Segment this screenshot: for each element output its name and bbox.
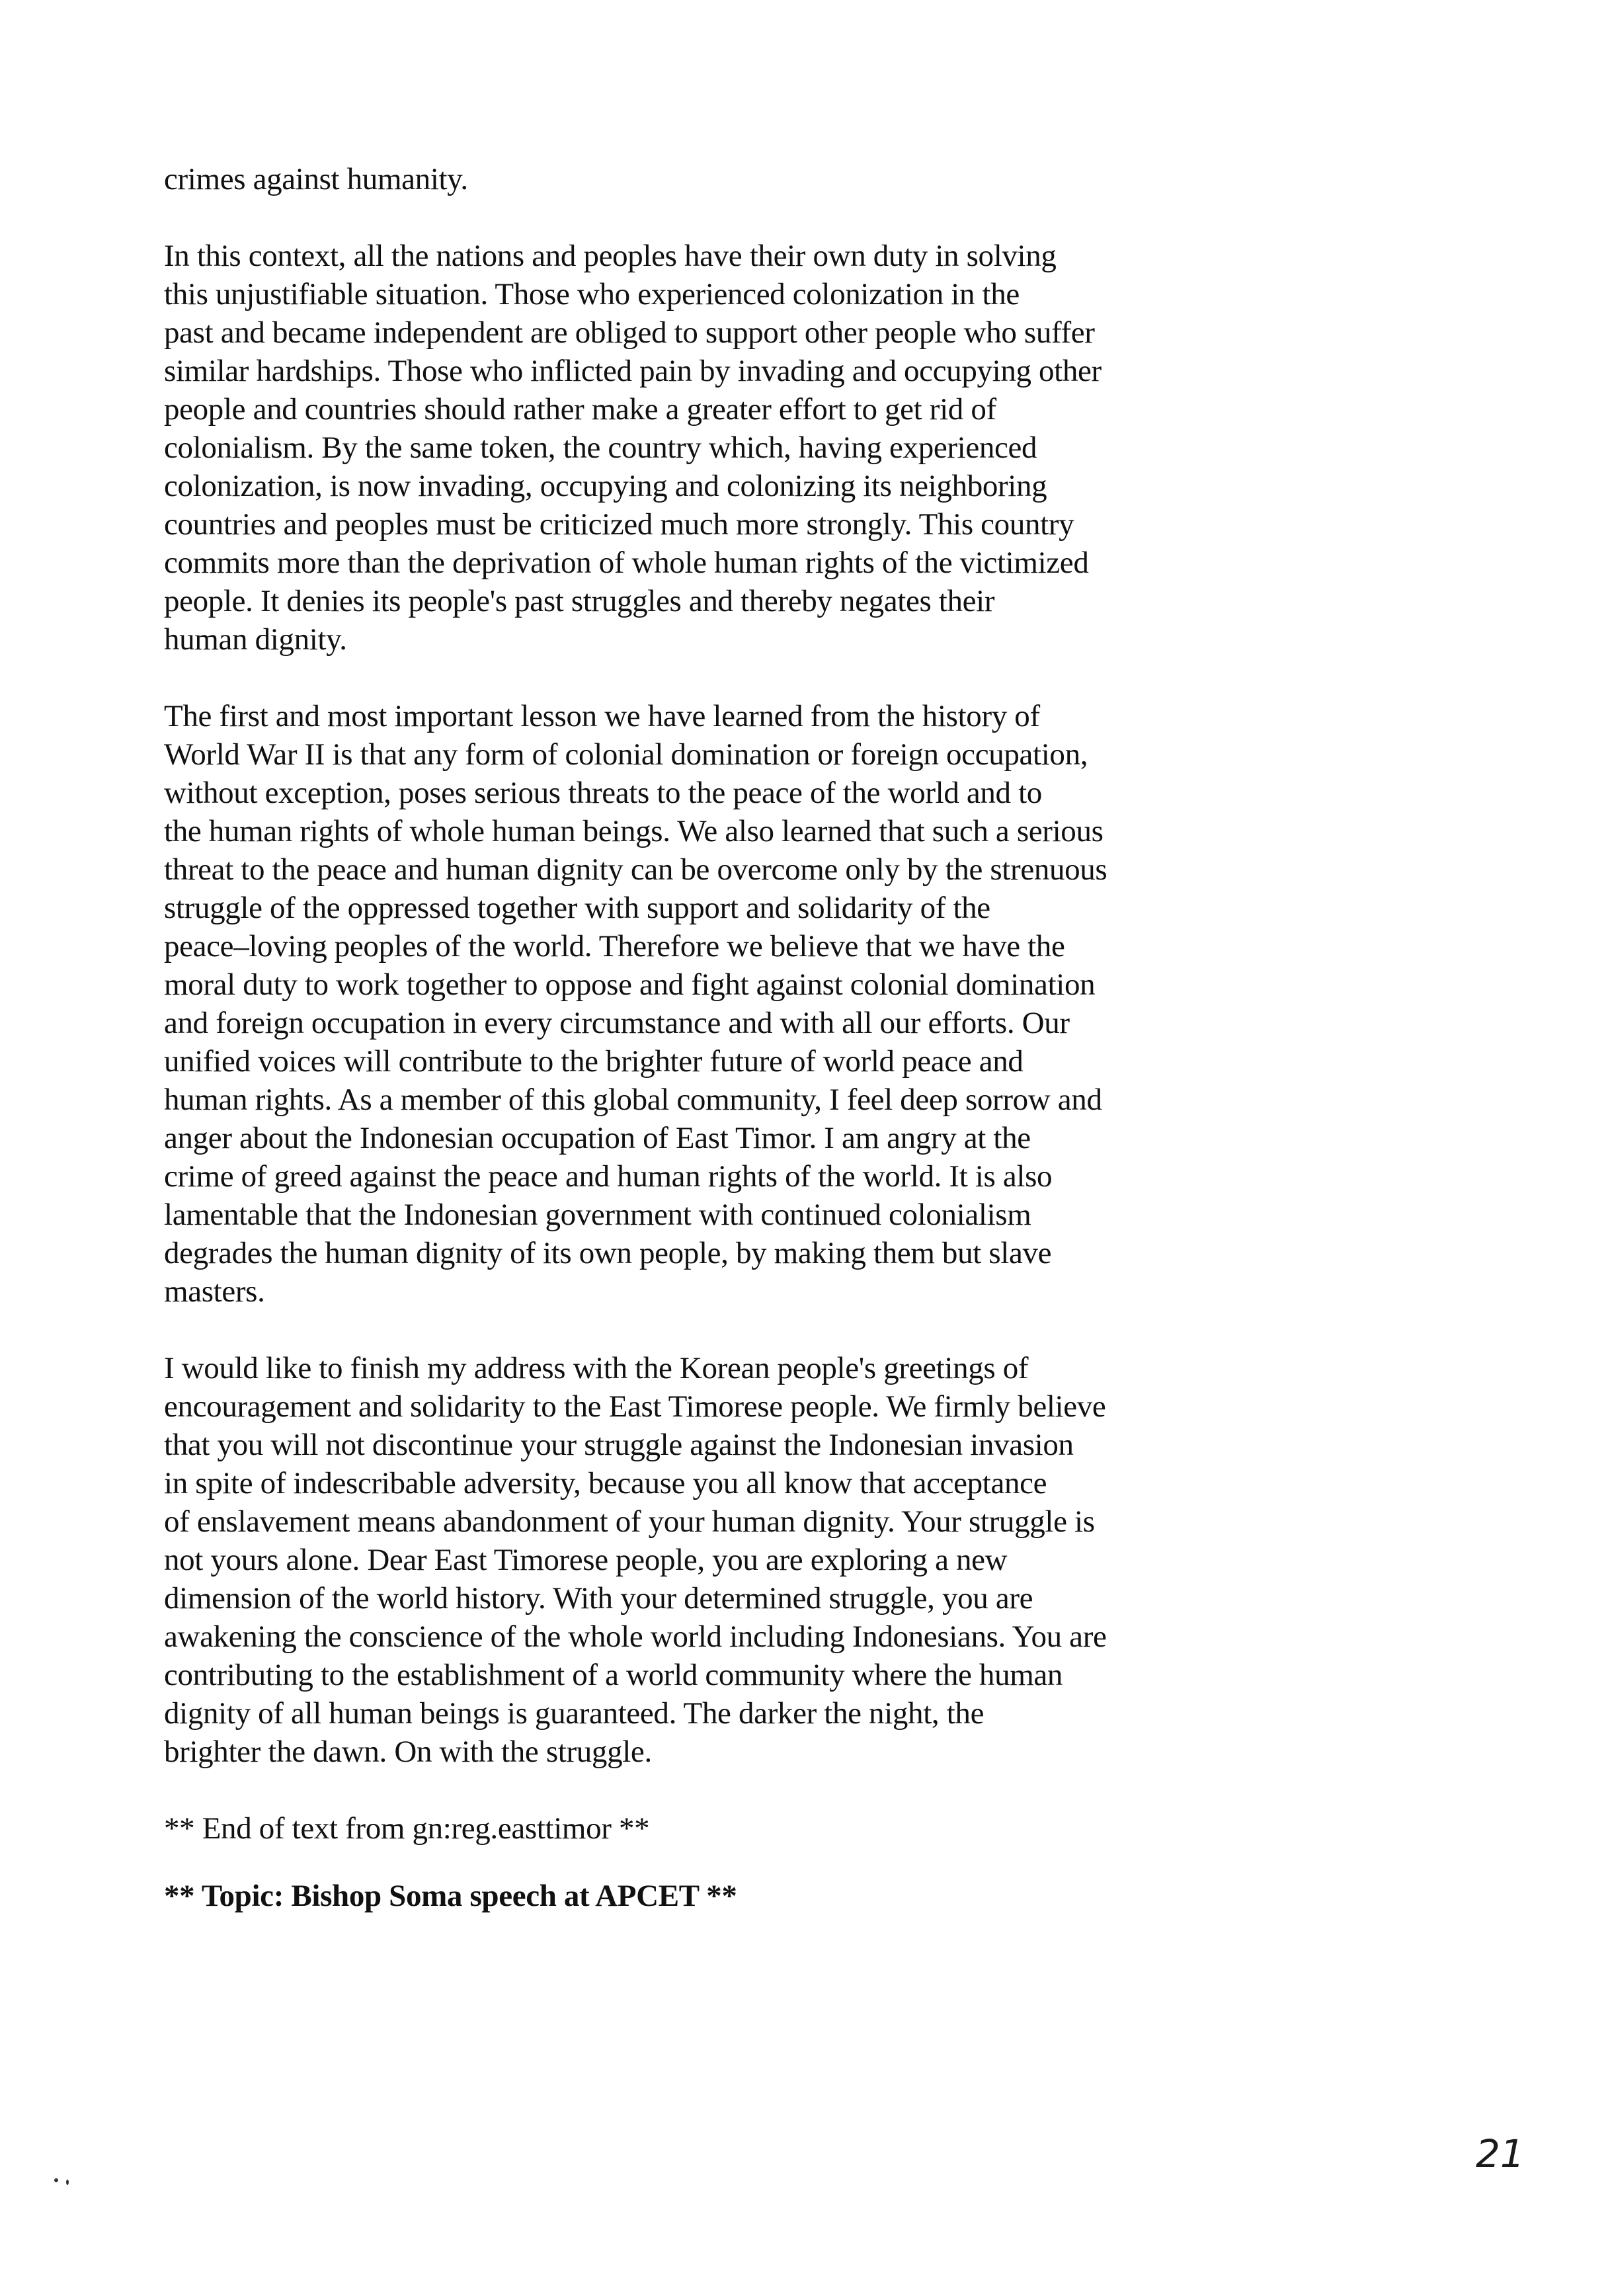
text-line: in spite of indescribable adversity, because you all know that acceptance [164,1466,1047,1500]
text-line: anger about the Indonesian occupation of East Timor. I am angry at the [164,1121,1031,1155]
text-line: not yours alone. Dear East Timorese people, you are exploring a new [164,1543,1008,1577]
topic-line: ** Topic: Bishop Soma speech at APCET ** [164,1879,737,1913]
text-line: encouragement and solidarity to the East Timorese people. We firmly believe [164,1389,1106,1424]
text-line: colonization, is now invading, occupying and colonizing its neighboring [164,469,1047,503]
text-line: lamentable that the Indonesian government with continued colonialism [164,1198,1031,1232]
paragraph-closing [164,1349,1248,1771]
text-line: without exception, poses serious threats to the peace of the world and to [164,776,1042,810]
paragraph-context [164,237,1248,659]
text-line: contributing to the establishment of a world community where the human [164,1658,1063,1692]
text-line: awakening the conscience of the whole world including Indonesians. You are [164,1620,1107,1654]
text-line: similar hardships. Those who inflicted pain by invading and occupying other [164,354,1102,388]
text-line: that you will not discontinue your struggle against the Indonesian invasion [164,1428,1074,1462]
document-body [164,160,1248,1915]
text-line: commits more than the deprivation of whole human rights of the victimized [164,546,1089,580]
text-line: past and became independent are obliged to support other people who suffer [164,315,1095,350]
text-line: of enslavement means abandonment of your human dignity. Your struggle is [164,1504,1095,1539]
paragraph-gap [164,659,1248,697]
handwritten-page-number [1476,2131,1529,2177]
text-line: crimes against humanity. [164,162,468,196]
text-line: people and countries should rather make a greater effort to get rid of [164,392,996,427]
text-line: countries and peoples must be criticized much more strongly. This country [164,507,1074,542]
text-line: crime of greed against the peace and human rights of the world. It is also [164,1159,1053,1194]
text-line: In this context, all the nations and peoples have their own duty in solving [164,239,1057,273]
text-line: and foreign occupation in every circumstance and with all our efforts. Our [164,1006,1070,1040]
text-line: unified voices will contribute to the brighter future of world peace and [164,1044,1024,1079]
text-line: degrades the human dignity of its own people, by making them but slave [164,1236,1052,1270]
text-line: human dignity. [164,622,347,657]
text-line: this unjustifiable situation. Those who experienced colonization in the [164,277,1020,311]
text-line: dignity of all human beings is guaranteed. The darker the night, the [164,1696,985,1731]
text-line: dimension of the world history. With your determined struggle, you are [164,1581,1033,1616]
text-line: masters. [164,1274,265,1309]
text-line: struggle of the oppressed together with support and solidarity of the [164,891,990,925]
text-line: brighter the dawn. On with the struggle. [164,1735,652,1769]
text-line: people. It denies its people's past struggles and thereby negates their [164,584,995,618]
text-line: World War II is that any form of colonial domination or foreign occupation, [164,737,1088,772]
paragraph-continuation [164,160,1248,198]
paragraph-gap [164,1848,1248,1877]
scan-speck [54,2178,58,2182]
paragraph-lesson [164,697,1248,1311]
text-line: moral duty to work together to oppose and fight against colonial domination [164,967,1096,1002]
text-line: The first and most important lesson we have learned from the history of [164,699,1040,733]
scan-specks [52,2172,91,2192]
text-line: colonialism. By the same token, the country which, having experienced [164,430,1037,465]
end-marker-line: ** End of text from gn:reg.easttimor ** [164,1811,650,1846]
topic-heading [164,1877,1248,1915]
text-line: the human rights of whole human beings. We also learned that such a serious [164,814,1104,848]
text-line: threat to the peace and human dignity can be overcome only by the strenuous [164,852,1107,887]
end-of-text-marker [164,1809,1248,1848]
paragraph-gap [164,198,1248,237]
text-line: peace–loving peoples of the world. Therefore we believe that we have the [164,929,1065,964]
paragraph-gap [164,1771,1248,1809]
text-line: I would like to finish my address with the Korean people's greetings of [164,1351,1029,1385]
scan-speck [66,2180,69,2185]
paragraph-gap [164,1311,1248,1349]
page-number-text: 21 [1476,2131,1525,2176]
text-line: human rights. As a member of this global community, I feel deep sorrow and [164,1083,1102,1117]
